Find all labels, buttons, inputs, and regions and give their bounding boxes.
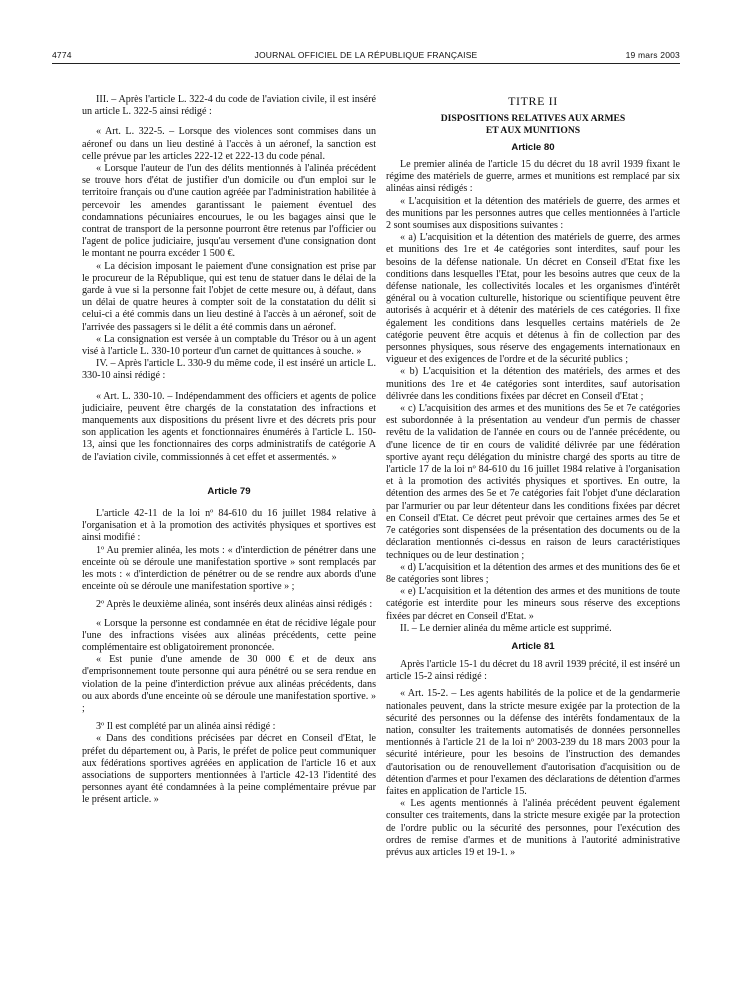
article-79-heading: Article 79: [207, 485, 251, 497]
paragraph: Après l'article 15-1 du décret du 18 avril 1939 précité, il est inséré un article 15-2 ainsi rédigé :: [386, 658, 680, 683]
issue-date: 19 mars 2003: [625, 50, 680, 60]
paragraph: « Art. 15-2. – Les agents habilités de la police et de la gendarmerie nationales peuvent, dans la stricte mesure exigée par la protection de la sécurité des personnes ou la défense des intérêts fondamentaux de la nation, consulter les traitements automatisés de données personnelles mentionnés à l'article 21 de la loi nº 2003-239 du 18 mars 2003 pour la sécurité intérieure, pour les besoins de l'instruction des demandes d'autorisation ou de renouvellement d'autorisation d'acquisition ou de détention d'armes et pour l'examen des déclarations de détention d'armes faites en application de l'article 15.: [386, 688, 680, 797]
titre-subtitle-line2: ET AUX MUNITIONS: [485, 124, 581, 136]
paragraph: « Est punie d'une amende de 30 000 € et de deux ans d'emprisonnement toute personne qui aura pénétré ou se sera rendue en violation de la peine d'interdiction prévue aux alinéas précédents, dans ou aux abords d'une enceinte où se déroule une manifestation sportive. » ;: [82, 654, 376, 714]
paragraph: L'article 42-11 de la loi nº 84-610 du 16 juillet 1984 relative à l'organisation et à la promotion des activités physiques et sportives est ainsi modifié :: [82, 507, 376, 544]
paragraph: « d) L'acquisition et la détention des armes et des munitions des 6e et 8e catégories sont libres ;: [386, 561, 680, 585]
titre-heading: TITRE II: [508, 94, 558, 108]
paragraph: 2º Après le deuxième alinéa, sont insérés deux alinéas ainsi rédigés :: [96, 599, 373, 611]
article-80-heading: Article 80: [511, 142, 555, 153]
paragraph: « Lorsque la personne est condamnée en état de récidive légale pour l'une des infractions visées aux alinéas précédents, cette peine complémentaire est obligatoirement prononcée.: [82, 617, 376, 653]
paragraph: « Art. L. 330-10. – Indépendamment des officiers et agents de police judiciaire, peuvent être chargés de la constatation des infractions et manquements aux dispositions du présent livre et des décrets pris pour son application les agents et fonctionnaires énumérés à l'article L. 150-13, ainsi que les fonctionnaires des corps administratifs de catégorie A de l'aviation civile, commissionnés à cet effet et assermentés. »: [82, 390, 376, 463]
paragraph: Le premier alinéa de l'article 15 du décret du 18 avril 1939 fixant le régime des matériels de guerre, armes et munitions est remplacé par six alinéas ainsi rédigés :: [386, 159, 680, 195]
paragraph: II. – Le dernier alinéa du même article est supprimé.: [400, 622, 612, 634]
paragraph: « La consignation est versée à un comptable du Trésor ou à un agent visé à l'article L. 330-10 porteur d'un carnet de quittances à souche. »: [82, 333, 376, 358]
paragraph: « Dans des conditions précisées par décret en Conseil d'Etat, le préfet du département ou, à Paris, le préfet de police peut communiquer aux fédérations sportives agréées en application de l'article 16 et aux associations de supporters mentionnées à l'article 42-13 l'identité des personnes ayant été condamnées à la peine complémentaire prévue par le présent article. »: [82, 733, 376, 806]
paragraph: « Art. L. 322-5. – Lorsque des violences sont commises dans un aéronef ou dans un lieu destiné à l'accès à un aéronef, la sanction est celle prévue par les articles 222-12 et 222-13 du code pénal.: [82, 126, 376, 162]
left-column: [82, 94, 376, 807]
titre-subtitle-line1: DISPOSITIONS RELATIVES AUX ARMES: [440, 113, 626, 124]
article-81-heading: Article 81: [511, 640, 555, 652]
page-number: 4774: [52, 50, 72, 60]
right-column: [386, 94, 680, 859]
paragraph: 3º Il est complété par un alinéa ainsi rédigé :: [96, 721, 276, 733]
journal-title: JOURNAL OFFICIEL DE LA RÉPUBLIQUE FRANÇAISE: [254, 50, 478, 60]
header-rule: [52, 63, 680, 64]
paragraph: « La décision imposant le paiement d'une consignation est prise par le procureur de la République, qui est tenu de statuer dans le délai de la garde à vue si la personne fait l'objet de cette mesure ou, à défaut, dans un délai de quatre heures à compter soit de la constatation du délit si celui-ci a été commis dans un lieu destiné à l'accès à un aéronef, soit de l'arrivée des passagers si le délit a été commis dans un aéronef.: [82, 260, 376, 333]
paragraph: III. – Après l'article L. 322-4 du code de l'aviation civile, il est inséré un article L. 322-5 ainsi rédigé :: [82, 94, 376, 118]
paragraph: « L'acquisition et la détention des matériels de guerre, des armes et des munitions par les personnes autres que celles mentionnées à l'article 2 sont soumises aux dispositions suivantes :: [386, 195, 680, 232]
paragraph: « Les agents mentionnés à l'alinéa précédent peuvent également consulter ces traitements, dans la stricte mesure exigée par la protection de l'ordre public ou la sécurité des personnes, pour l'exécution des ordres de remise d'armes et de munitions à l'autorité administrative prévus aux articles 19 et 19-1. »: [386, 798, 680, 858]
paragraph: « b) L'acquisition et la détention des matériels, des armes et des munitions des 1re et 4e catégories sont interdites, sauf autorisation délivrée dans les conditions fixées par décret en Conseil d'Etat ;: [386, 366, 680, 402]
paragraph: « e) L'acquisition et la détention des armes et des munitions de toute catégorie est interdite pour les mineurs sous réserve des exceptions fixées par décret en Conseil d'Etat. »: [386, 586, 680, 622]
paragraph: « a) L'acquisition et la détention des matériels de guerre, des armes et munitions des 1re et 4e catégories sont interdites, sauf pour les besoins de la défense nationale. Un décret en Conseil d'Etat fixe les conditions dans lesquelles l'Etat, pour les besoins autres que ceux de la défense nationale, les collectivités locales et les organismes d'intérêt général ou à vocation culturelle, historique ou scientifique peuvent être autorisés à acquérir et à détenir des matériels de ces catégories. Il fixe également les conditions dans lesquelles certains matériels de 2e catégorie peuvent être acquis et détenus à fin de collection par des personnes physiques, sous réserve des engagements internationaux en vigueur et des exigences de l'ordre et de la sécurité publics ;: [386, 232, 680, 366]
paragraph: IV. – Après l'article L. 330-9 du même code, il est inséré un article L. 330-10 ainsi rédigé :: [82, 358, 376, 382]
paragraph: « c) L'acquisition des armes et des munitions des 5e et 7e catégories est subordonnée à la présentation au vendeur d'un permis de chasser revêtu de la validation de l'année en cours ou de l'année précédente, ou d'une licence de tir en cours de validité délivrée par une fédération sportive ayant reçu délégation du ministre chargé des sports au titre de l'article 17 de la loi nº 84-610 du 16 juillet 1984 relative à l'organisation et à la promotion des activités physiques et sportives. En outre, la détention des armes des 5e et 7e catégories fait l'objet d'une déclaration par l'armurier ou par leur détenteur dans les conditions fixées par décret en Conseil d'Etat. Ce décret peut prévoir que certaines armes des 5e et 7e catégories sont dispensées de la présentation des documents ou de la déclaration mentionnés ci-dessus en raison de leurs caractéristiques techniques ou de leur destination ;: [386, 403, 680, 561]
paragraph: 1º Au premier alinéa, les mots : « d'interdiction de pénétrer dans une enceinte où se déroule une manifestation sportive » sont remplacés par les mots : « d'interdiction de pénétrer ou de se rendre aux abords d'une enceinte où se déroule une manifestation sportive » ;: [82, 544, 376, 593]
paragraph: « Lorsque l'auteur de l'un des délits mentionnés à l'alinéa précédent se trouve hors d'état de justifier d'un domicile ou d'un emploi sur le territoire français ou d'une caution agréée par l'administration habilitée à percevoir les amendes garantissant le paiement éventuel des condamnations pécuniaires encourues, le ou les bagages ainsi que le contrat de transport de la personne pourront être retenus par l'officier ou l'agent de police judiciaire, jusqu'au versement d'une consignation dont le montant ne pourra excéder 1 500 €.: [82, 163, 376, 260]
